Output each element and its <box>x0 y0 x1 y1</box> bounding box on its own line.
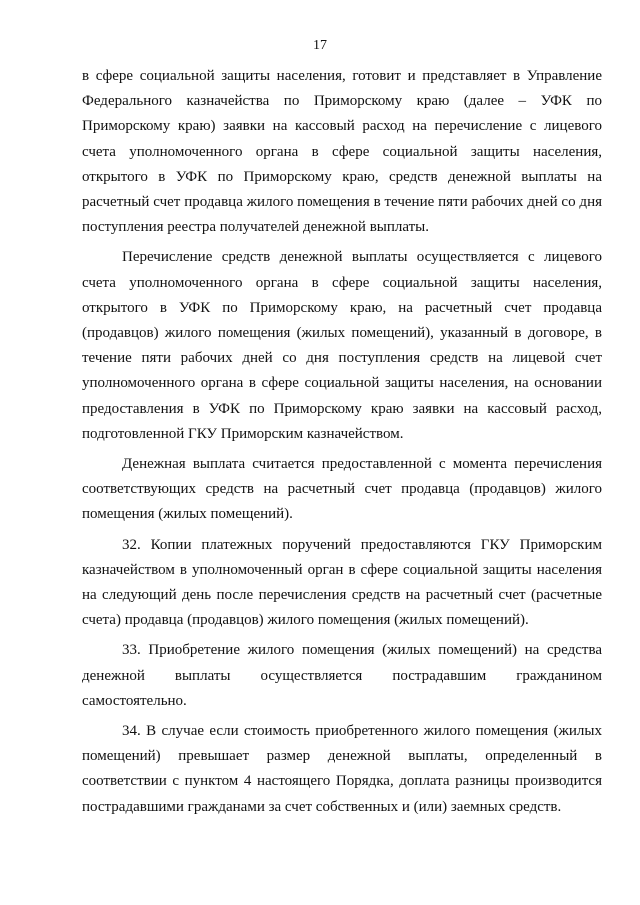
paragraph-transfer: Перечисление средств денежной выплаты осуществляется с лицевого счета уполномоченного органа в сфере социальной защиты населения, открытого в УФК по Приморскому краю, на расчетный счет продавца (продавцов) жилого помещения (жилых помещений), указанный в договоре, в течение пяти рабочих дней со дня поступления средств на лицевой счет уполномоченного органа в сфере социальной защиты населения, на основании предоставления в УФК по Приморскому краю заявки на кассовый расход, подготовленной ГКУ Приморским казначейством. <box>82 249 602 442</box>
paragraph-payment-considered: Денежная выплата считается предоставленной с момента перечисления соответствующих средств на расчетный счет продавца (продавцов) жилого помещения (жилых помещений). <box>82 456 602 523</box>
paragraph-item-33: 33. Приобретение жилого помещения (жилых помещений) на средства денежной выплаты осуществляется пострадавшим гражданином самостоятельно. <box>82 642 602 709</box>
document-body <box>82 64 602 825</box>
page-number: 17 <box>313 38 327 53</box>
paragraph-item-34: 34. В случае если стоимость приобретенного жилого помещения (жилых помещений) превышает размер денежной выплаты, определенный в соответствии с пунктом 4 настоящего Порядка, доплата разницы производится пострадавшими гражданами за счет собственных и (или) заемных средств. <box>82 723 602 815</box>
paragraph-item-32: 32. Копии платежных поручений предоставляются ГКУ Приморским казначейством в уполномоченный орган в сфере социальной защиты населения на следующий день после перечисления средств на расчетный счет (расчетные счета) продавца (продавцов) жилого помещения (жилых помещений). <box>82 536 602 629</box>
paragraph-continuation: в сфере социальной защиты населения, готовит и представляет в Управление Федерального казначейства по Приморскому краю (далее – УФК по Приморскому краю) заявки на кассовый расход на перечисление с лицевого счета уполномоченного органа в сфере социальной защиты населения, открытого в УФК по Приморскому краю, средств денежной выплаты на расчетный счет продавца жилого помещения в течение пяти рабочих дней со дня поступления реестра получателей денежной выплаты. <box>82 68 602 236</box>
